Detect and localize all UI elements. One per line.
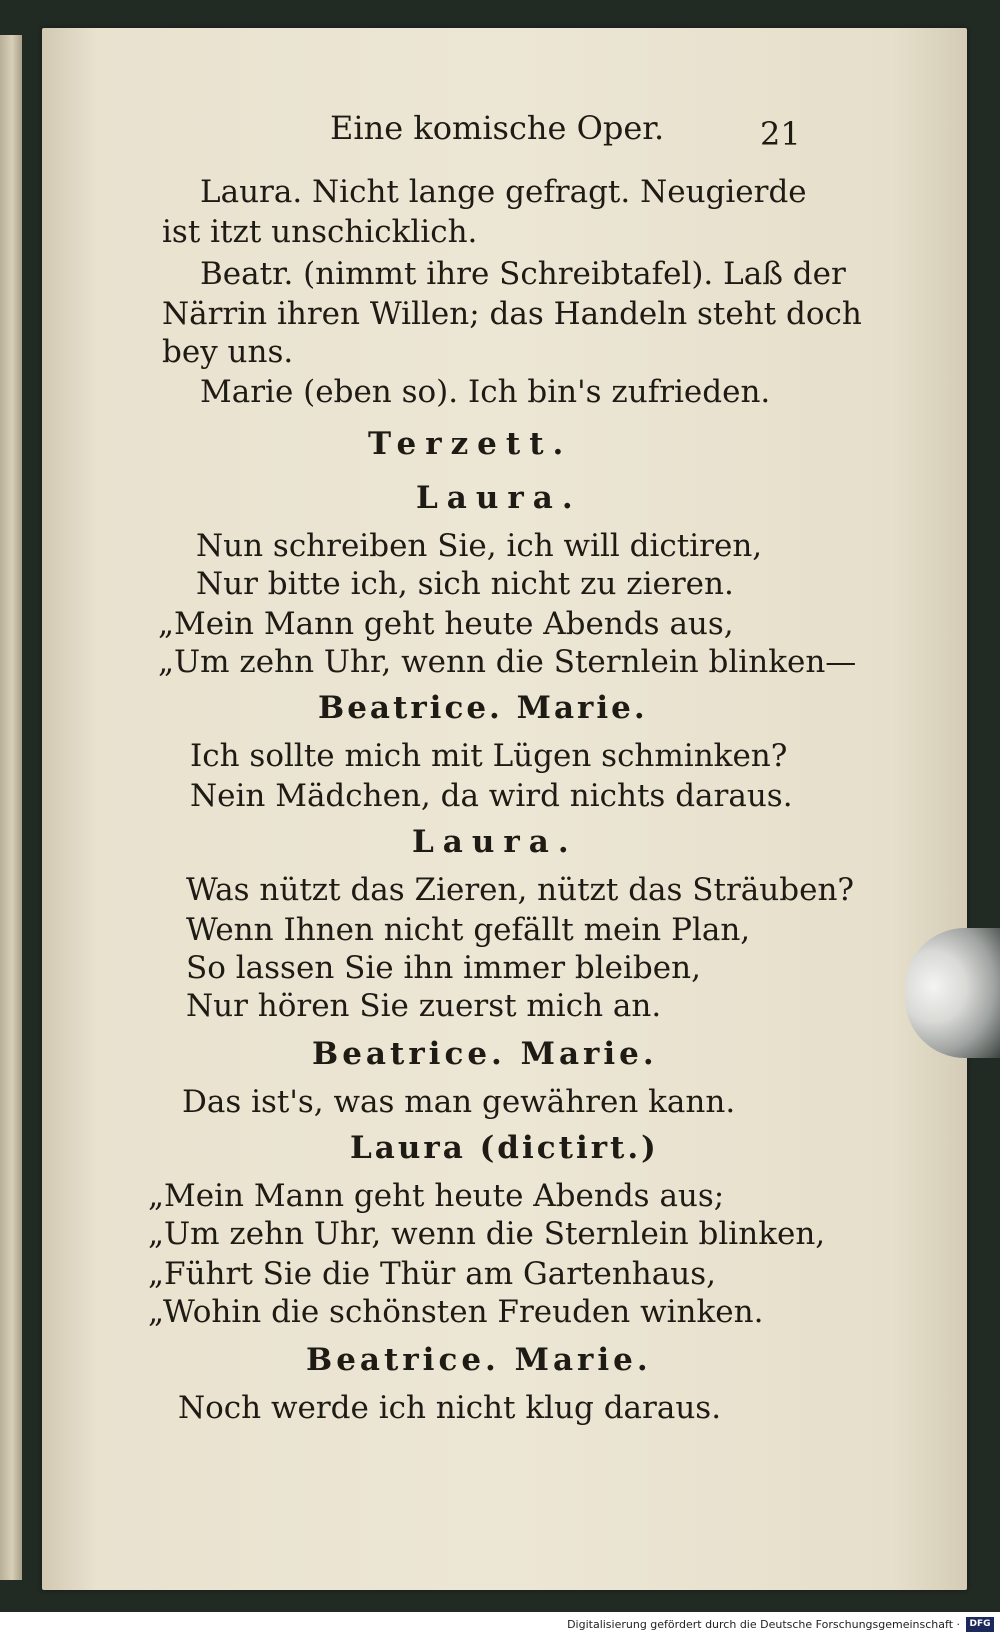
text-line: Beatr. (nimmt ihre Schreibtafel). Laß der [200, 256, 846, 292]
speaker-name: Beatrice. Marie. [318, 690, 648, 726]
running-title: Eine komische Oper. [330, 109, 665, 147]
verse-line: Das ist's, was man gewähren kann. [182, 1084, 736, 1120]
verse-line: Was nützt das Zieren, nützt das Sträuben? [186, 872, 855, 908]
text-line: Marie (eben so). Ich bin's zufrieden. [200, 374, 771, 410]
verse-line: „Mein Mann geht heute Abends aus, [158, 606, 734, 642]
dfg-logo: DFG [966, 1617, 994, 1632]
verse-line: „Um zehn Uhr, wenn die Sternlein blinken, [148, 1216, 826, 1252]
speaker-name: Laura (dictirt.) [350, 1130, 659, 1166]
verse-line: Ich sollte mich mit Lügen schminken? [190, 738, 788, 774]
text-line: bey uns. [162, 334, 294, 370]
section-heading: Terzett. [368, 426, 573, 462]
speaker-name: Beatrice. Marie. [312, 1036, 658, 1072]
text-line: Laura. Nicht lange gefragt. Neugierde [200, 174, 807, 210]
speaker-name: Laura. [416, 480, 582, 516]
verse-line: Nur bitte ich, sich nicht zu zieren. [196, 566, 734, 602]
verse-line: „Wohin die schönsten Freuden winken. [148, 1294, 764, 1330]
verse-line: „Um zehn Uhr, wenn die Sternlein blinken— [158, 644, 857, 680]
verse-line: So lassen Sie ihn immer bleiben, [186, 950, 701, 986]
text-line: Närrin ihren Willen; das Handeln steht doch [162, 296, 862, 332]
page-number: 21 [760, 115, 801, 153]
verse-line: „Mein Mann geht heute Abends aus; [148, 1178, 725, 1214]
left-page-edge [0, 35, 22, 1580]
verse-line: Nur hören Sie zuerst mich an. [186, 988, 662, 1024]
verse-line: Nun schreiben Sie, ich will dictiren, [196, 528, 763, 564]
footer-credit: Digitalisierung gefördert durch die Deutsche Forschungsgemeinschaft · [567, 1618, 960, 1631]
verse-line: Noch werde ich nicht klug daraus. [178, 1390, 722, 1426]
verse-line: Wenn Ihnen nicht gefällt mein Plan, [186, 912, 751, 948]
footer-bar [0, 1612, 1000, 1641]
verse-line: „Führt Sie die Thür am Gartenhaus, [148, 1256, 716, 1292]
speaker-name: Laura. [412, 824, 578, 860]
verse-line: Nein Mädchen, da wird nichts daraus. [190, 778, 793, 814]
speaker-name: Beatrice. Marie. [306, 1342, 652, 1378]
text-line: ist itzt unschicklich. [162, 214, 478, 250]
